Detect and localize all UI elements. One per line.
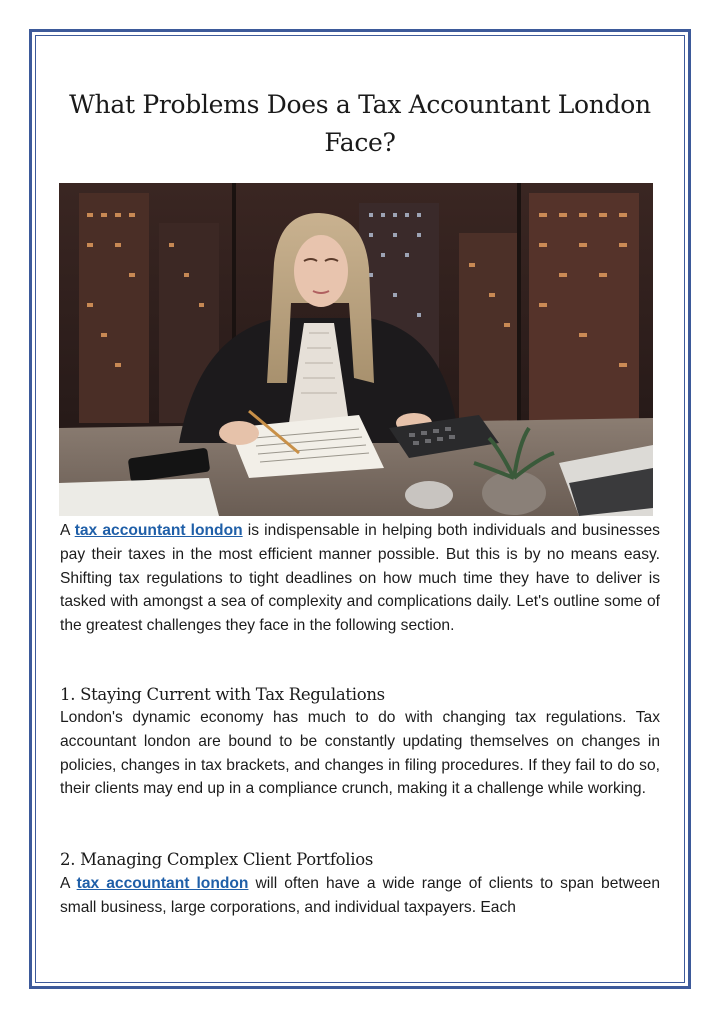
accountant-photo [59,183,653,516]
section-body-portfolios [60,872,660,920]
tax-accountant-link[interactable]: tax accountant london [74,522,243,539]
portfolios-text: will often have a wide range of clients to span between small business, large corporations, and individual taxpayers. Each [60,875,660,916]
page-title: What Problems Does a Tax Accountant London Face? [69,90,651,157]
section-body-regulations: London's dynamic economy has much to do with changing tax regulations. Tax accountant london are bound to be constantly updating themselves on changes in policies, changes in tax brackets, and changes in filing procedures. If they fail to do so, their clients may end up in a compliance crunch, making it a challenge while working. [60,709,660,798]
intro-prefix: A [60,522,70,539]
intro-text: is indispensable in helping both individuals and businesses pay their taxes in the most efficient manner possible. But this is by no means easy. Shifting tax regulations to tight deadlines on how much time they have to deliver is tasked with amongst a sea of complexity and complications daily. Let's outline some of the greatest challenges they face in the following section. [60,522,660,635]
tax-accountant-link-2[interactable]: tax accountant london [76,875,249,892]
section-heading-portfolios: 2. Managing Complex Client Portfolios [60,850,374,869]
intro-paragraph [60,519,660,638]
portfolios-prefix: A [60,875,70,892]
section-heading-regulations: 1. Staying Current with Tax Regulations [60,685,385,704]
